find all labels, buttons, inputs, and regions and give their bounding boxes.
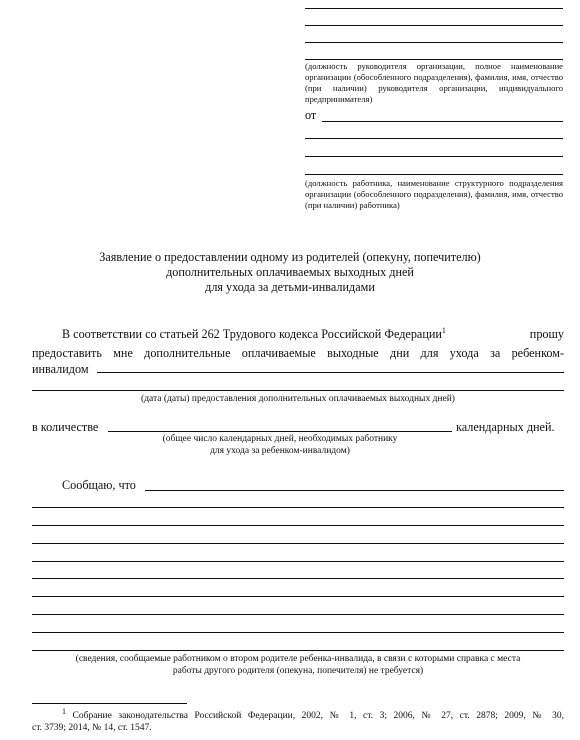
footnote — [32, 706, 564, 734]
quantity-caption-line: для ухода за ребенком-инвалидом) — [210, 446, 350, 456]
request-text — [62, 327, 446, 342]
quantity-line[interactable] — [108, 431, 452, 432]
title-line: для ухода за детьми-инвалидами — [205, 280, 375, 294]
quantity-caption-line: (общее число календарных дней, необходимых работнику — [162, 434, 398, 444]
employee-line-2[interactable] — [305, 138, 563, 139]
request-paragraph-line-2: предоставить мне дополнительные оплачиваемые выходные дни для ухода за ребенком- — [32, 346, 564, 360]
report-line[interactable] — [32, 543, 564, 544]
report-line[interactable] — [32, 632, 564, 633]
employer-caption-line: (должность руководителя организации, полное наименование — [305, 61, 563, 71]
request-paragraph-line-1 — [62, 327, 564, 342]
report-line-1[interactable] — [145, 490, 564, 491]
request-text-main: В соответствии со статьей 262 Трудового кодекса Российской Федерации — [62, 327, 442, 341]
quantity-caption — [108, 433, 452, 457]
title-line: дополнительных оплачиваемых выходных дней — [166, 265, 414, 279]
document-title — [0, 250, 580, 295]
dates-line-1[interactable] — [97, 372, 564, 373]
employee-caption-line: (должность работника, наименование структурного подразделения — [305, 178, 563, 188]
report-line[interactable] — [32, 525, 564, 526]
employer-line-3[interactable] — [305, 42, 563, 43]
employer-caption-line: организации (обособленного подразделения), фамилия, имя, отчество — [305, 72, 563, 82]
employee-line-4[interactable] — [305, 174, 563, 175]
dates-caption: (дата (даты) предоставления дополнительных оплачиваемых выходных дней) — [141, 394, 455, 404]
request-text-end: прошу — [529, 327, 564, 341]
request-paragraph-line-3: инвалидом — [32, 362, 89, 376]
dates-line-2[interactable] — [32, 390, 564, 391]
footnote-text-1: Собрание законодательства Российской Федерации, 2002, № 1, ст. 3; 2006, № 27, ст. 2878; 2009, № 30, — [72, 711, 564, 721]
footnote-number: 1 — [62, 706, 66, 716]
quantity-suffix: календарных дней. — [456, 420, 555, 434]
footnote-line — [32, 706, 564, 722]
employee-caption — [305, 178, 563, 211]
employer-caption-line: (при наличии) руководителя организации, индивидуального — [305, 83, 563, 93]
employee-line-3[interactable] — [305, 156, 563, 157]
title-line: Заявление о предоставлении одному из родителей (опекуну, попечителю) — [99, 250, 481, 264]
report-line[interactable] — [32, 650, 564, 651]
employee-line-1[interactable] — [322, 121, 563, 122]
employer-caption-line: предпринимателя) — [305, 94, 373, 104]
report-line[interactable] — [32, 578, 564, 579]
report-line[interactable] — [32, 561, 564, 562]
report-caption — [32, 653, 564, 677]
employer-line-1[interactable] — [305, 8, 563, 9]
quantity-label: в количестве — [32, 420, 99, 434]
report-line[interactable] — [32, 614, 564, 615]
report-caption-line: (сведения, сообщаемые работником о втором родителе ребенка-инвалида, в связи с которыми справка с места — [75, 654, 521, 664]
report-line[interactable] — [32, 596, 564, 597]
employer-line-2[interactable] — [305, 25, 563, 26]
report-line[interactable] — [32, 507, 564, 508]
employer-caption — [305, 61, 563, 105]
employee-caption-line: (при наличии) работника) — [305, 200, 400, 210]
footnote-ref: 1 — [441, 325, 446, 335]
from-label: от — [305, 108, 317, 122]
report-caption-line: работы другого родителя (опекуна, попечителя) не требуется) — [172, 666, 424, 676]
footnote-separator — [32, 703, 187, 704]
report-label: Сообщаю, что — [62, 478, 136, 492]
footnote-text-2: ст. 3739; 2014, № 14, ст. 1547. — [32, 723, 152, 733]
employer-line-4[interactable] — [305, 59, 563, 60]
employee-caption-line: организации (обособленного подразделения), фамилия, имя, отчество — [305, 189, 563, 199]
